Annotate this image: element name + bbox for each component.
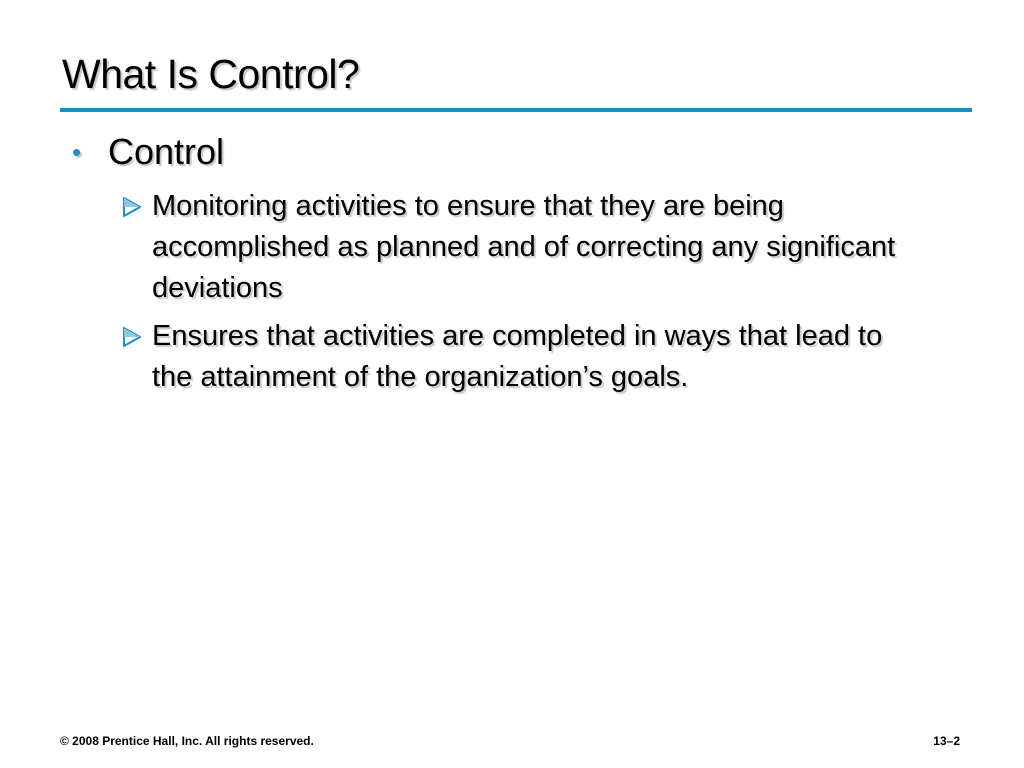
page-number: 13–2 xyxy=(933,734,960,748)
arrowhead-icon xyxy=(120,316,146,357)
title-divider xyxy=(60,108,972,112)
sub-bullet-text: Ensures that activities are completed in ways that lead to the attainment of the organization’s goals. xyxy=(152,320,883,393)
bullet-label: Control xyxy=(108,131,225,172)
copyright-notice: © 2008 Prentice Hall, Inc. All rights reserved. xyxy=(60,734,314,748)
round-bullet-icon: • xyxy=(72,137,82,167)
sub-bullet-text: Monitoring activities to ensure that they are being accomplished as planned and of correcting any significant deviations xyxy=(152,190,896,304)
slide-title: What Is Control? xyxy=(62,51,360,97)
arrowhead-icon xyxy=(120,186,146,227)
